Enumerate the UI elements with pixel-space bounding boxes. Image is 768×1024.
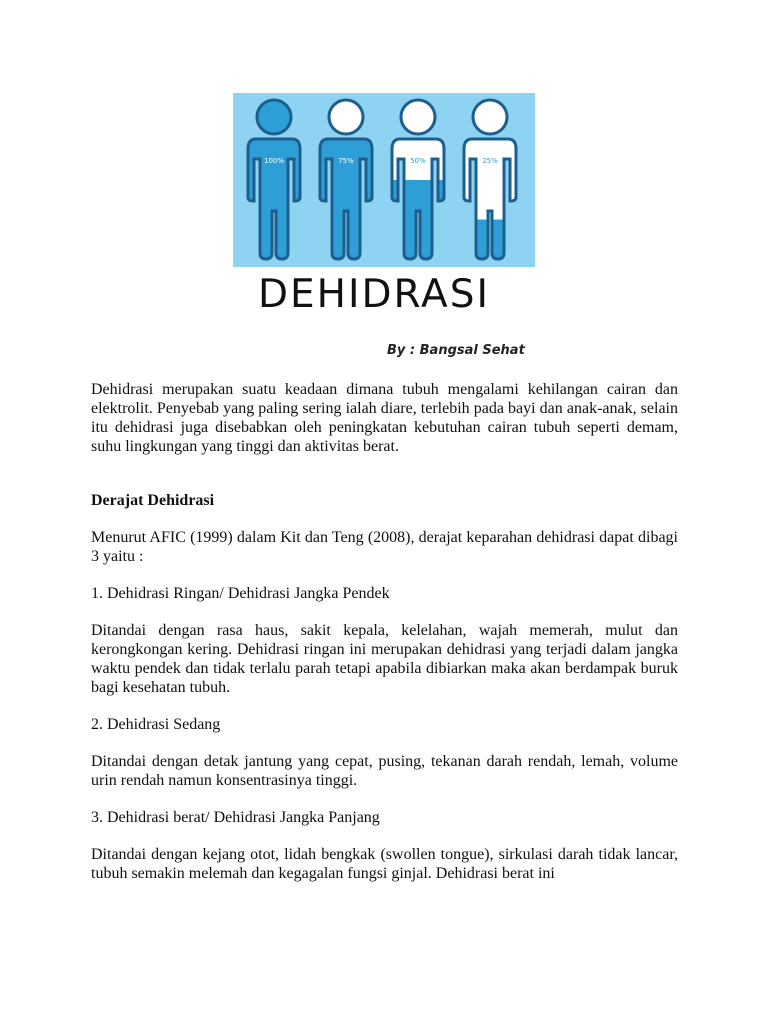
body-figure: [388, 100, 448, 259]
item-title-2: 2. Dehidrasi Sedang: [91, 716, 221, 733]
item-title-1: 1. Dehidrasi Ringan/ Dehidrasi Jangka Pendek: [91, 585, 390, 602]
body-figure: [244, 100, 304, 259]
section-heading: Derajat Dehidrasi: [91, 492, 215, 509]
item-body-3: Ditandai dengan kejang otot, lidah bengkak (swollen tongue), sirkulasi darah tidak lancar, tubuh semakin melemah dan kegagalan fungsi ginjal. Dehidrasi berat ini: [91, 846, 678, 882]
infographic-title: DEHIDRASI: [258, 272, 490, 317]
water-level-fill: [460, 220, 520, 260]
item-body-1: Ditandai dengan rasa haus, sakit kepala, kelelahan, wajah memerah, mulut dan kerongkongan kering. Dehidrasi ringan ini merupakan dehidrasi yang terjadi dalam jangka waktu pendek dan tidak terlalu parah tetapi apabila dibiarkan maka akan berdampak buruk bagi kesehatan tubuh.: [91, 622, 678, 696]
percentage-label: 75%: [338, 157, 354, 165]
body-figures-illustration: [233, 93, 535, 267]
percentage-label: 100%: [263, 157, 285, 165]
intro-paragraph: Dehidrasi merupakan suatu keadaan dimana tubuh mengalami kehilangan cairan dan elektrolit. Penyebab yang paling sering ialah diare, terlebih pada bayi dan anak-anak, selain itu dehidrasi juga disebabkan oleh peningkatan kebutuhan cairan tubuh seperti demam, suhu lingkungan yang tinggi dan aktivitas berat.: [91, 381, 678, 455]
item-title-3: 3. Dehidrasi berat/ Dehidrasi Jangka Panjang: [91, 809, 380, 826]
item-body-2: Ditandai dengan detak jantung yang cepat, pusing, tekanan darah rendah, lemah, volume urin rendah namun konsentrasinya tinggi.: [91, 753, 678, 789]
article-body: [91, 380, 678, 883]
section-intro-paragraph: Menurut AFIC (1999) dalam Kit dan Teng (2008), derajat keparahan dehidrasi dapat dibagi 3 yaitu :: [91, 529, 678, 565]
author-byline: By : Bangsal Sehat: [387, 343, 525, 358]
hero-infographic: [233, 93, 535, 267]
body-figure: [460, 100, 520, 259]
percentage-label: 25%: [482, 157, 498, 165]
percentage-label: 50%: [410, 157, 426, 165]
body-figure: [316, 100, 376, 259]
